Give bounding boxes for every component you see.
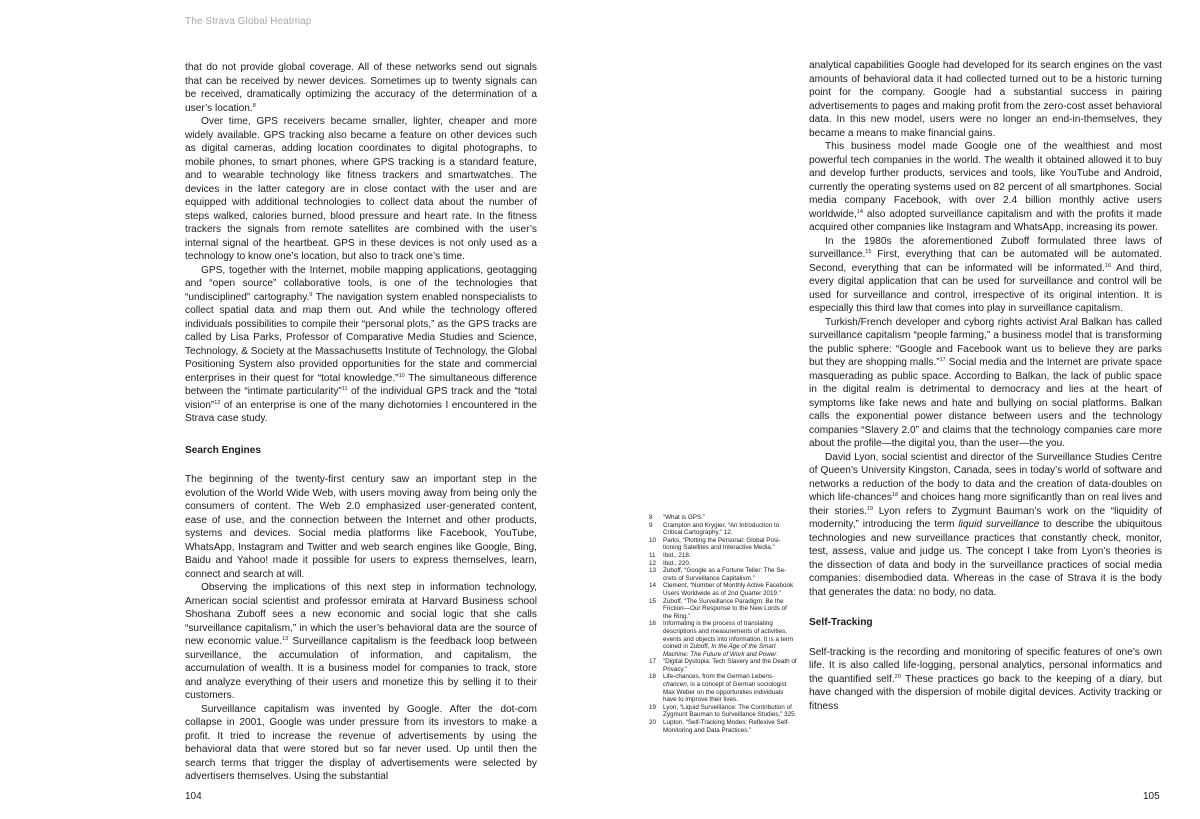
footnote-item xyxy=(649,598,797,621)
footnote-italic: Lebenschancen xyxy=(663,673,775,689)
footnote-number: 9 xyxy=(649,521,653,529)
footnote-text: Ibid., 220. xyxy=(663,559,691,567)
paragraph-text: The beginning of the twenty-first century saw an important step in the evolution of the World Wide Web, with users moving away from being only the consumers of content. The Web 2.0 emphasized user-generated content, ease of use, and the connection between the Internet and other products, systems and devices. Social media platforms like Facebook, YouTube, WhatsApp, Instagram and Twitter and web search engines like Google, Bing, Baidu and Yahoo! made it possible for users to express themselves, learn, connect and search at will. xyxy=(185,474,537,580)
footnote-text: . xyxy=(776,650,779,658)
right-page-body xyxy=(809,59,1162,713)
body-paragraph xyxy=(809,451,1162,600)
left-page-body xyxy=(185,61,537,784)
footnote-text xyxy=(663,522,797,537)
footnote-item xyxy=(649,658,797,673)
footnote-number: 11 xyxy=(649,551,656,559)
paragraph-text: of an enterprise is one of the many dichotomies I encountered in the Strava case study. xyxy=(185,399,537,424)
footnote-text xyxy=(663,560,797,568)
paragraph-text: And third, every digital application that can be used for surveillance and control will be used for surveillance and control, irrespective of its original intention. It is especially this third law that comes into play in surveillance capitalism. xyxy=(809,262,1163,314)
footnote-text xyxy=(663,582,797,597)
footnote-text: Clement, “Number of Monthly Active Facebook Users Worldwide as of 2nd Quarter 2019.” xyxy=(663,582,794,597)
paragraph-text: and choices hang more significantly than on real lives and their stories. xyxy=(809,492,1163,517)
footnote-text xyxy=(663,552,797,560)
paragraph-text: The navigation system enabled nonspecialists to collect spatial data and map them out. And while the technology offered individuals possibilities to compile their “personal plots,” as the GPS tracks are called by Lisa Parks, Professor of Comparative Media Studies and Science, Technology, & Society at the Massachusetts Institute of Technology, the Global Positioning System also provided opportunities for the state and commercial enterprises in their quest for “total knowledge.” xyxy=(185,291,538,384)
running-head: The Strava Global Heatmap xyxy=(185,16,312,27)
paragraph-text: Self-tracking is the recording and monitoring of specific features of one’s own life. It is also called life-logging, personal analytics, personal informatics and the quantified self. xyxy=(809,646,1162,685)
footnote-text xyxy=(663,658,797,673)
paragraph-text: Observing the implications of this next step in information technology, American social scientist and professor emirata at Harvard Business school Shoshana Zuboff sees a new economic and social logic that she calls “surveillance capitalism,” in which the user’s behavioral data are the source of new economic value. xyxy=(185,582,537,647)
paragraph-text: Surveillance capitalism is the feedback loop between surveillance, the accumulation of information, and capitalism, the accumulation of wealth. It is a business model for companies to track, store and analyze everything of their users and monetize this by selling it to their customers. xyxy=(185,636,537,701)
paragraph-text: In the 1980s the aforementioned Zuboff formulated three laws of surveillance. xyxy=(809,235,1162,260)
footnote-text: Informating is the process of translating descriptions and measurements of activities, events and objects into information. It is a term coined in Zuboff, xyxy=(663,620,794,651)
footnote-ref: 15 xyxy=(865,249,872,255)
paragraph-text: Social media and the Internet are private space masquerading as public space. According to Balkan, the lack of public space in the digital realm is detrimental to democracy and lies at the heart of symptoms like fake news and hate and bullying on social platforms. Balkan calls the exponential power distance between users and the technology companies “Slavery 2.0” and claims that the technology companies care more about the profile—the digital you, than the user—the you. xyxy=(809,357,1162,449)
footnote-number: 18 xyxy=(649,673,657,681)
left-section-paragraphs xyxy=(185,473,537,784)
paragraph-text: of the individual GPS track and the “total vision” xyxy=(185,386,537,411)
footnote-item xyxy=(649,620,797,658)
footnote-number: 17 xyxy=(649,658,657,666)
body-paragraph xyxy=(185,61,537,115)
body-paragraph xyxy=(809,140,1162,235)
body-paragraph xyxy=(185,581,537,703)
paragraph-text: to describe the ubiquitous technologies and new surveillance practices that constantly check, monitor, test, assess, value and judge us. The concept I take from Lyon’s theories is the dissection of data and body in the surveillance practices of social media companies: disembodied data. Whereas in the case of Strava it is the body that generates the data: no body, no data. xyxy=(809,519,1162,598)
footnote-item xyxy=(649,582,797,597)
body-paragraph xyxy=(809,59,1162,140)
body-paragraph xyxy=(809,646,1162,714)
footnote-item xyxy=(649,552,797,560)
section-heading-search-engines: Search Engines xyxy=(185,444,261,456)
footnote-text: “What is GPS.” xyxy=(663,514,705,521)
body-paragraph xyxy=(809,235,1162,316)
footnote-text: Zuboff, “Google as a Fortune Teller: The Secrets of Surveillance Capitalism.” xyxy=(663,567,787,582)
footnote-number: 13 xyxy=(649,567,657,575)
paragraph-text: First, everything that can be automated will be automated. Second, everything that can be informated will be informated. xyxy=(809,249,1162,274)
footnote-number: 14 xyxy=(649,582,657,590)
footnote-ref: 14 xyxy=(856,208,863,215)
footnote-ref: 16 xyxy=(1104,262,1112,269)
footnote-italic: In the Age of the Smart Machine: The Future of Work and Power xyxy=(663,643,777,658)
body-paragraph xyxy=(809,316,1162,451)
footnote-item xyxy=(649,704,797,719)
footnote-ref: 12 xyxy=(214,399,221,406)
footnote-text xyxy=(663,598,797,621)
footnote-text xyxy=(663,704,797,719)
footnote-ref: 13 xyxy=(282,636,289,642)
footnote-text xyxy=(663,567,797,582)
paragraph-text: GPS, together with the Internet, mobile mapping applications, geotagging and “open source” collaborative tools, is one of the technologies that “undisciplined” cartography. xyxy=(185,264,537,303)
footnote-item xyxy=(649,514,797,522)
footnote-item xyxy=(649,567,797,582)
footnote-text xyxy=(663,620,797,658)
footnote-text: Lyon, “Liquid Surveillance: The Contribution of Zygmunt Bauman to Surveillance Studies,” 325. xyxy=(663,703,797,719)
footnote-text: Ibid., 218. xyxy=(663,551,691,559)
footnote-ref: 9 xyxy=(309,291,313,298)
footnote-ref: 19 xyxy=(866,505,874,512)
footnote-number: 8 xyxy=(649,514,653,521)
body-paragraph xyxy=(185,473,537,581)
footnote-number: 19 xyxy=(649,703,657,711)
footnote-text: Lupton, “Self-Tracking Modes: Reflexive Self-Monitoring and Data Practices.” xyxy=(663,719,790,734)
section-heading-self-tracking: Self-Tracking xyxy=(809,617,873,628)
footnote-text: , is a concept of German sociologist Max Weber on the opportunities individuals have to improve their lives. xyxy=(663,681,787,704)
paragraph-text: also adopted surveillance capitalism and with the profits it made acquired other companies like Instagram and WhatsApp, increasing its power. xyxy=(809,208,1162,233)
footnote-ref: 8 xyxy=(252,102,256,109)
footnote-text: Parks, “Plotting the Personal: Global Positioning Satellites and Interactive Media.” xyxy=(663,536,781,552)
page-number-left: 104 xyxy=(185,791,202,802)
paragraph-text: Surveillance capitalism was invented by Google. After the dot-com collapse in 2001, Google was under pressure from its investors to make a profit. It tried to increase the revenue of advertisements by using the behavioral data that were stored but so far never used. Up until then the search terms that trigger the display of advertisements were selected by advertisers themselves. Using the substantial xyxy=(185,703,537,782)
footnote-item xyxy=(649,673,797,703)
footnote-text xyxy=(663,673,797,703)
footnote-text: Crampton and Krygier, “An Introduction to Critical Cartography,” 12. xyxy=(663,521,780,537)
paragraph-text: The simultaneous difference between the “intimate particularity” xyxy=(185,372,537,397)
footnote-ref: 20 xyxy=(894,673,901,680)
paragraph-text: David Lyon, social scientist and director of the Surveillance Studies Centre of Queen’s University Kingston, Canada, sees in today’s world of software and networks a reduction of the body to data and the creation of data-doubles on which life-chances xyxy=(809,451,1162,503)
paragraph-text: Over time, GPS receivers became smaller, lighter, cheaper and more widely available. GPS tracking also became a feature on other devices such as digital cameras, adding location coordinates to digital photographs, to mobile phones, to smart phones, where GPS tracking is a standard feature, and to wearable technology like fitness trackers and smartwatches. The devices in the latter category are in close contact with the user and are equipped with additional technologies to collect data about the number of steps walked, calories burned, blood pressure and heart rate. In the fitness trackers the signals from remote satellites are combined with the user’s internal signal of the heartbeat. GPS in these devices is not only used as a technology to know one’s location, but also to track one’s time. xyxy=(185,116,537,262)
footnote-item xyxy=(649,719,797,734)
footnotes xyxy=(649,514,797,734)
footnote-ref: 10 xyxy=(398,372,405,379)
footnote-text xyxy=(663,514,797,522)
paragraph-text: analytical capabilities Google had developed for its search engines on the vast amounts of behavioral data it had collected turned out to be a historic turning point for the company. Google had a substantial success in pairing advertisements to pages and making profit from the zero-cost asset behavioral data. In this new model, users were no longer an end-in-themselves, they became a means to make financial gains. xyxy=(809,60,1162,139)
footnote-text: “Digital Dystopia: Tech Slavery and the Death of Privacy.” xyxy=(663,658,797,673)
footnote-item xyxy=(649,560,797,568)
body-paragraph xyxy=(185,264,537,426)
paragraph-text: Turkish/French developer and cyborg rights activist Aral Balkan has called surveillance capitalism “people farming,” a business model that is transforming the public sphere: “Google and Facebook want us to believe they are parks but they are shopping malls.” xyxy=(809,316,1162,368)
body-paragraph xyxy=(185,703,537,784)
right-intro-paragraphs xyxy=(809,59,1162,599)
page-number-right: 105 xyxy=(1143,791,1160,802)
footnote-number: 15 xyxy=(649,597,657,605)
right-section-paragraphs xyxy=(809,646,1162,714)
footnote-item xyxy=(649,522,797,537)
footnote-text: Zuboff, “The Surveillance Paradigm: Be the Friction—Our Response to the New Lords of the Ring.” xyxy=(663,597,787,620)
footnote-item xyxy=(649,537,797,552)
paragraph-text: Lyon refers to Zygmunt Bauman’s work on the “liquidity of modernity,” introducing the term xyxy=(809,505,1162,530)
footnote-ref: 11 xyxy=(341,386,348,392)
footnote-text xyxy=(663,719,797,734)
footnote-ref: 18 xyxy=(891,492,899,498)
footnote-number: 10 xyxy=(649,536,657,544)
footnote-ref: 17 xyxy=(939,357,946,363)
paragraph-text: This business model made Google one of the wealthiest and most powerful tech companies in the world. The wealth it obtained allowed it to buy and develop further products, services and tools, like YouTube and Android, currently the operating systems used on 82 percent of all smartphones. Social media company Facebook, with over 2.4 billion monthly active users worldwide, xyxy=(809,141,1162,220)
footnote-number: 16 xyxy=(649,620,657,628)
body-paragraph xyxy=(185,115,537,264)
left-intro-paragraphs xyxy=(185,61,537,426)
footnote-number: 20 xyxy=(649,719,657,727)
paragraph-italic: liquid surveillance xyxy=(958,519,1040,530)
footnote-text xyxy=(663,537,797,552)
footnote-number: 12 xyxy=(649,559,657,567)
paragraph-text: that do not provide global coverage. All of these networks send out signals that can be received by newer devices. Sometimes up to twenty signals can be received, dramatically optimizing the accuracy of the determination of a user’s location. xyxy=(185,62,537,114)
footnote-text: Life-chances, from the German xyxy=(663,673,752,681)
paragraph-text: These practices go back to the keeping of a diary, but have changed with the dispersion of mobile digital devices. Activity tracking or fitness xyxy=(809,673,1162,712)
